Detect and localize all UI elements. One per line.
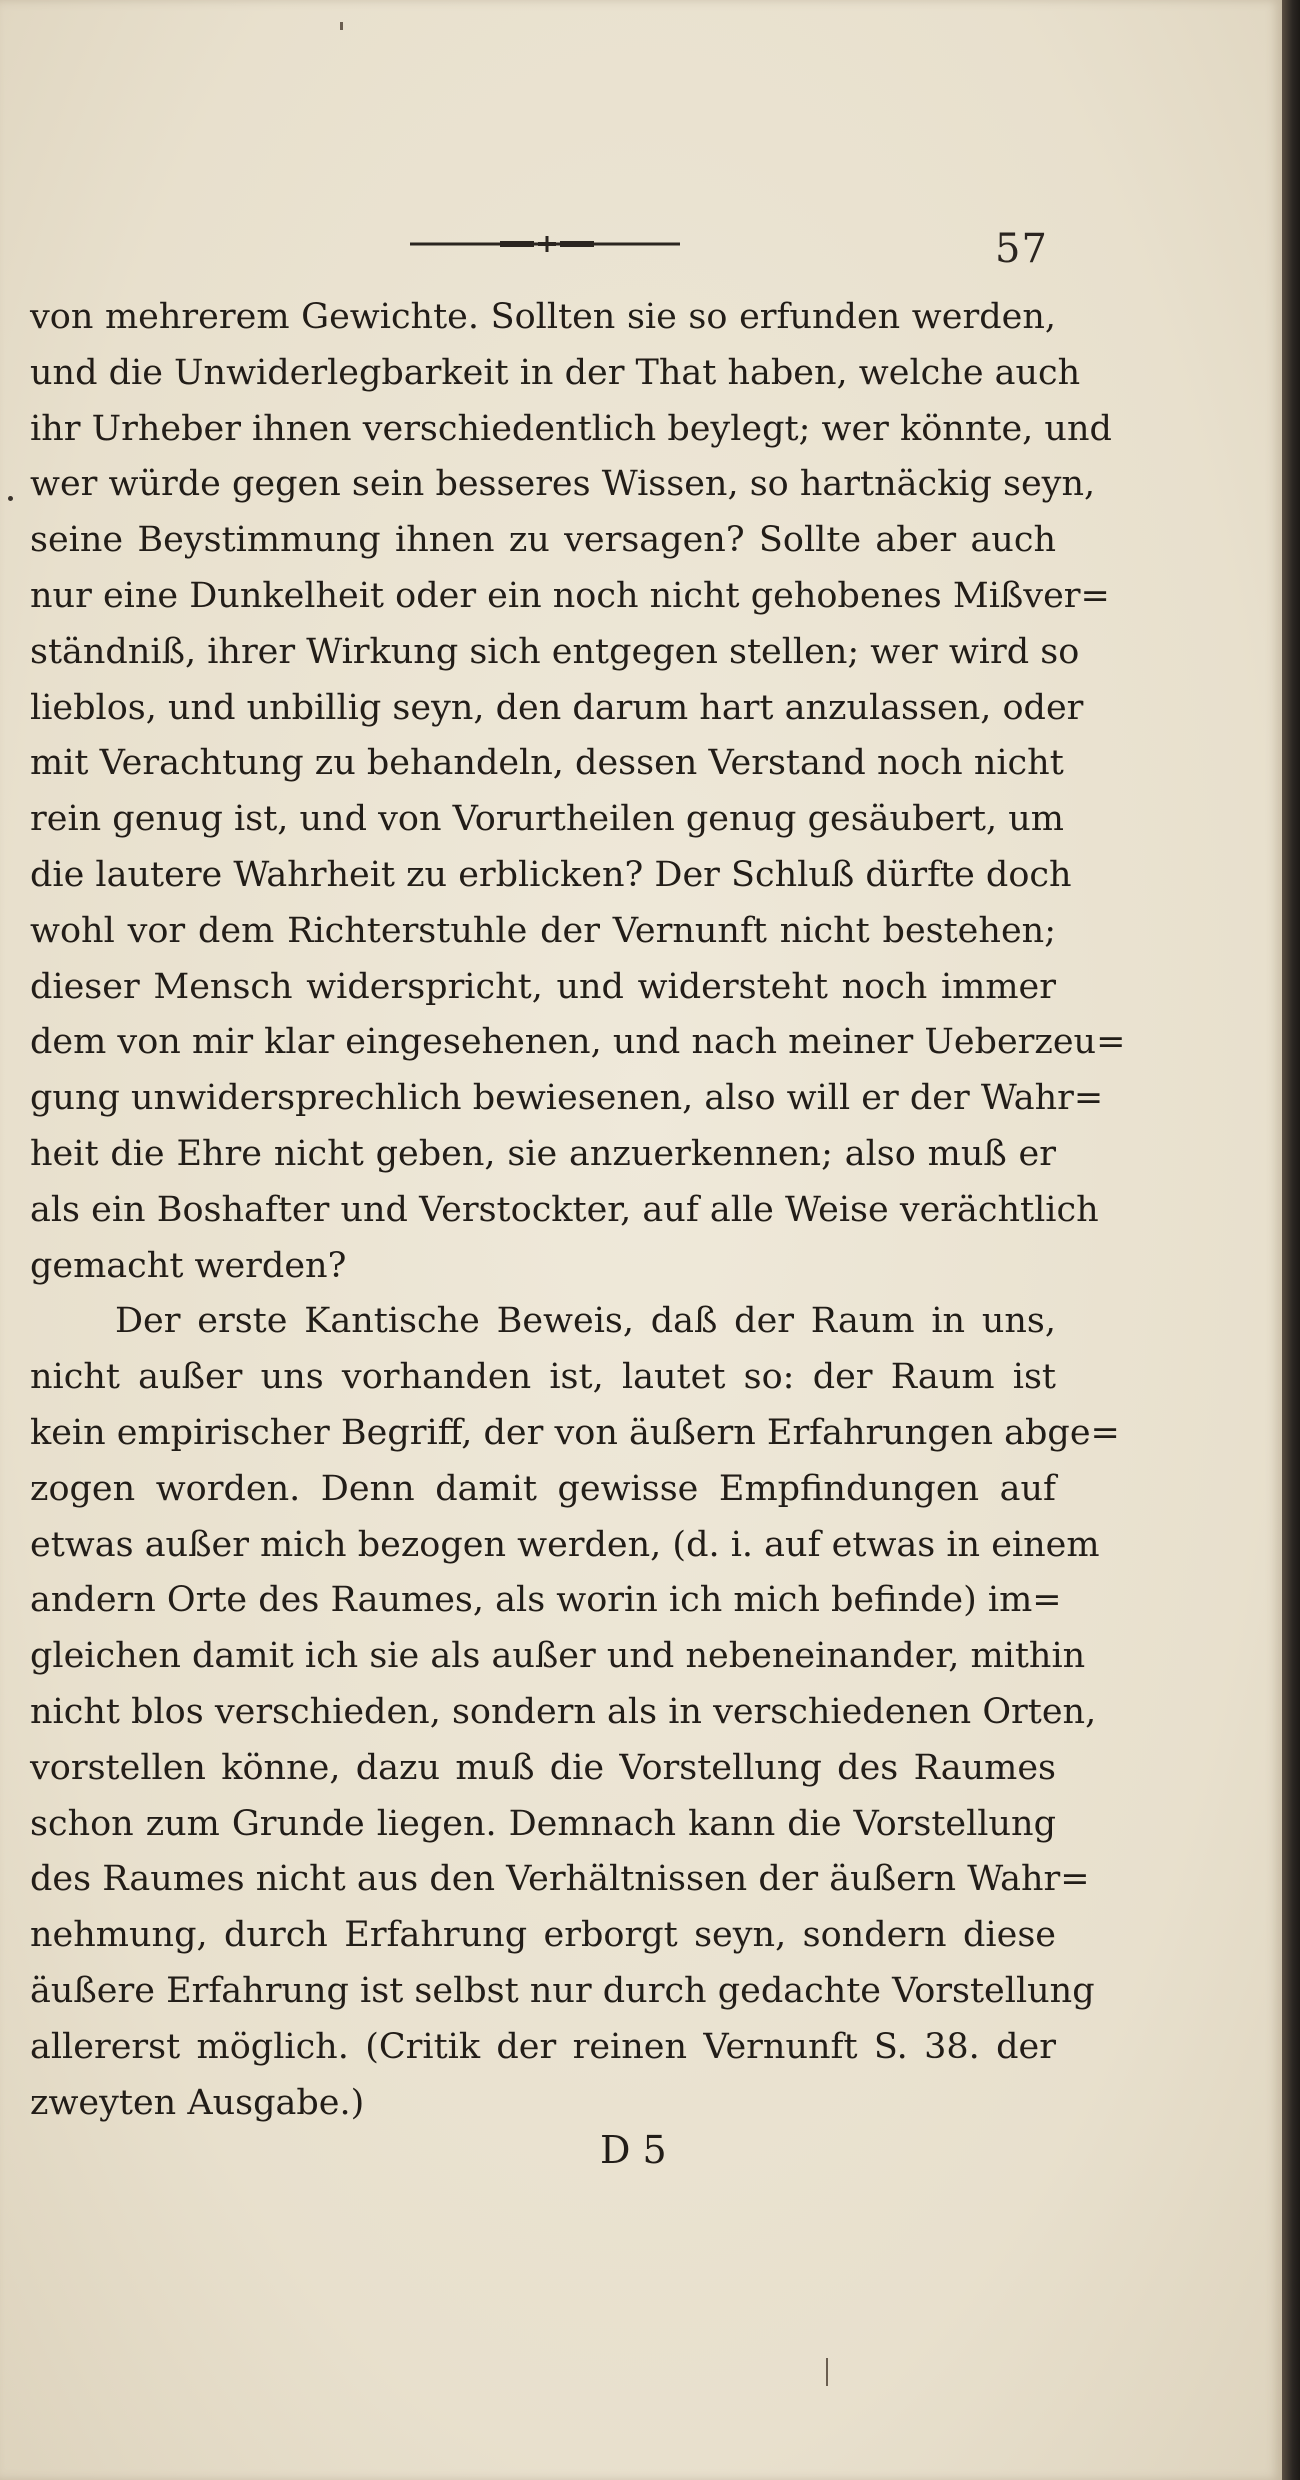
text-line: Der erste Kantische Beweis, daß der Raum in uns,	[115, 1301, 1056, 1342]
margin-speck	[8, 496, 13, 501]
text-line: lieblos, und unbillig seyn, den darum hart anzulassen, oder	[30, 687, 1084, 728]
text-line: wer würde gegen sein besseres Wissen, so hartnäckig seyn,	[30, 464, 1096, 505]
text-line: zogen worden. Denn damit gewisse Empfindungen auf	[30, 1468, 1056, 1509]
text-line: allererst möglich. (Critik der reinen Vernunft S. 38. der	[30, 2026, 1056, 2067]
text-line: seine Beystimmung ihnen zu versagen? Sollte aber auch	[30, 520, 1056, 561]
text-line: zweyten Ausgabe.)	[30, 2082, 365, 2123]
text-line: wohl vor dem Richterstuhle der Vernunft nicht bestehen;	[30, 910, 1056, 951]
text-line: dieser Mensch widerspricht, und widersteht noch immer	[30, 966, 1056, 1007]
text-line: die lautere Wahrheit zu erblicken? Der Schluß dürfte doch	[30, 855, 1072, 895]
text-line: rein genug ist, und von Vorurtheilen genug gesäubert, um	[30, 799, 1064, 840]
text-line: gung unwidersprechlich bewiesenen, also will er der Wahr=	[30, 1078, 1104, 1119]
text-line: gleichen damit ich sie als außer und nebeneinander, mithin	[30, 1636, 1086, 1677]
text-line: als ein Boshafter und Verstockter, auf alle Weise verächtlich	[30, 1189, 1099, 1230]
text-line: dem von mir klar eingesehenen, und nach meiner Ueberzeu=	[30, 1022, 1126, 1063]
text-line: ständniß, ihrer Wirkung sich entgegen stellen; wer wird so	[30, 631, 1080, 672]
text-line: gemacht werden?	[30, 1245, 347, 1286]
text-line: heit die Ehre nicht geben, sie anzuerkennen; also muß er	[30, 1134, 1056, 1174]
text-line: ihr Urheber ihnen verschiedentlich beylegt; wer könnte, und	[30, 408, 1112, 449]
text-line: andern Orte des Raumes, als worin ich mich befinde) im=	[30, 1580, 1062, 1621]
page-number: 57	[995, 226, 1048, 272]
ornamental-rule	[410, 236, 680, 252]
text-line: vorstellen könne, dazu muß die Vorstellung des Raumes	[30, 1747, 1056, 1788]
text-line: schon zum Grunde liegen. Demnach kann die Vorstellung	[30, 1803, 1056, 1844]
text-line: von mehrerem Gewichte. Sollten sie so erfunden werden,	[30, 297, 1056, 337]
text-line: kein empirischer Begriff, der von äußern Erfahrungen abge=	[30, 1413, 1120, 1453]
text-line: äußere Erfahrung ist selbst nur durch gedachte Vorstellung	[30, 1971, 1095, 2011]
ink-mark	[826, 2358, 828, 2386]
signature-mark: D 5	[600, 2128, 667, 2172]
text-line: und die Unwiderlegbarkeit in der That haben, welche auch	[30, 352, 1081, 393]
text-line: des Raumes nicht aus den Verhältnissen der äußern Wahr=	[30, 1859, 1090, 1900]
ink-speck	[340, 22, 343, 30]
text-line: nehmung, durch Erfahrung erborgt seyn, sondern diese	[30, 1915, 1056, 1956]
text-line: nicht außer uns vorhanden ist, lautet so: der Raum ist	[30, 1357, 1056, 1398]
book-gutter	[1282, 0, 1300, 2480]
text-line: mit Verachtung zu behandeln, dessen Verstand noch nicht	[30, 743, 1064, 784]
text-line: etwas außer mich bezogen werden, (d. i. auf etwas in einem	[30, 1524, 1100, 1565]
text-line: nicht blos verschieden, sondern als in verschiedenen Orten,	[30, 1692, 1097, 1732]
text-line: nur eine Dunkelheit oder ein noch nicht gehobenes Mißver=	[30, 576, 1110, 616]
